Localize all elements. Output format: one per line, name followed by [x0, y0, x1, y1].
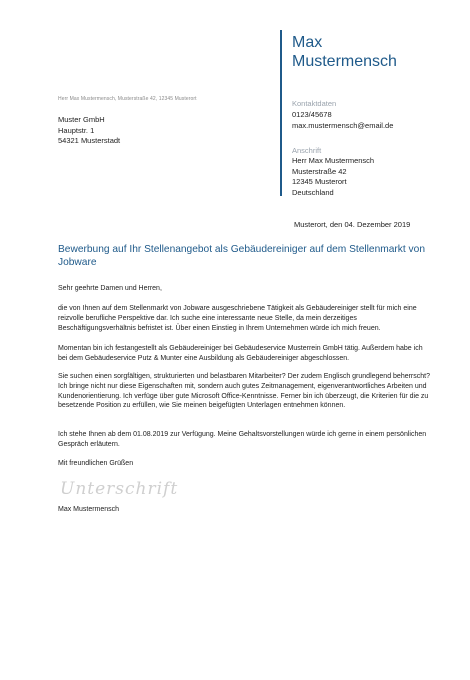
recipient-line: Hauptstr. 1	[58, 125, 95, 135]
signature: Unterschrift	[60, 479, 179, 499]
phone-number: 0123/45678	[292, 110, 332, 119]
paragraph-3: Sie suchen einen sorgfältigen, strukturierten und belastbaren Mitarbeiter? Der zudem Englisch grundlegend beherrscht? Ich bringe nicht nur diese Eigenschaften mit, sondern auch gutes Zeitmanagement, eigenverantwortliches Arbeiten und Kundenorientierung. Ich verfüge über gute Microsoft Office-Kenntnisse. Ferner bin ich überzeugt, die Kriterien für die zu besetzende Position zu erfüllen, wie Sie meinen beigefügten Unterlagen entnehmen können.	[58, 373, 430, 410]
address-line: Musterstraße 42	[292, 166, 347, 176]
applicant-first-name: Max	[292, 34, 323, 51]
paragraph-1: die von Ihnen auf dem Stellenmarkt von Jobware ausgeschriebene Tätigkeit als Gebäudereiniger stellt für mich eine reizvolle berufliche Perspektive dar. Ich suche eine interessante neue Stelle, da mein derzeitiges Beschäftigungsverhältnis befristet ist. Über einen Einstieg in Ihrem Unternehmen würde ich mich freuen.	[58, 305, 417, 332]
letter-date: Musterort, den 04. Dezember 2019	[294, 220, 411, 229]
paragraph-2: Momentan bin ich festangestellt als Gebäudereiniger bei Gebäudeservice Musterrein GmbH tätig. Außerdem habe ich bei dem Gebäudeservice Putz & Munter eine Ausbildung als Gebäudereiniger abgeschlossen.	[58, 345, 423, 362]
address-line: Herr Max Mustermensch	[292, 156, 375, 165]
applicant-last-name: Mustermensch	[292, 53, 397, 70]
letter-subject: Bewerbung auf Ihr Stellenangebot als Gebäudereiniger auf dem Stellenmarkt von Jobware	[58, 244, 425, 268]
email-address: max.mustermensch@email.de	[292, 120, 394, 130]
sender-return-line: Herr Max Mustermensch, Musterstraße 42, 12345 Musterort	[58, 96, 197, 102]
recipient-line: Muster GmbH	[58, 115, 105, 124]
contact-label: Kontaktdaten	[292, 99, 337, 108]
contact-block	[292, 110, 393, 131]
recipient-line: 54321 Musterstadt	[58, 136, 121, 145]
recipient-address	[58, 115, 120, 147]
accent-bar	[280, 30, 282, 196]
paragraph-4: Ich stehe Ihnen ab dem 01.08.2019 zur Verfügung. Meine Gehaltsvorstellungen würde ich gerne in einem persönlichen Gespräch erläutern.	[58, 431, 427, 448]
applicant-name	[292, 33, 397, 71]
address-block	[292, 156, 374, 198]
address-line: 12345 Musterort	[292, 177, 347, 186]
address-label: Anschrift	[292, 146, 322, 155]
salutation: Sehr geehrte Damen und Herren,	[58, 285, 162, 292]
signer-name: Max Mustermensch	[58, 506, 120, 513]
closing: Mit freundlichen Grüßen	[58, 460, 134, 467]
address-line: Deutschland	[292, 187, 334, 197]
